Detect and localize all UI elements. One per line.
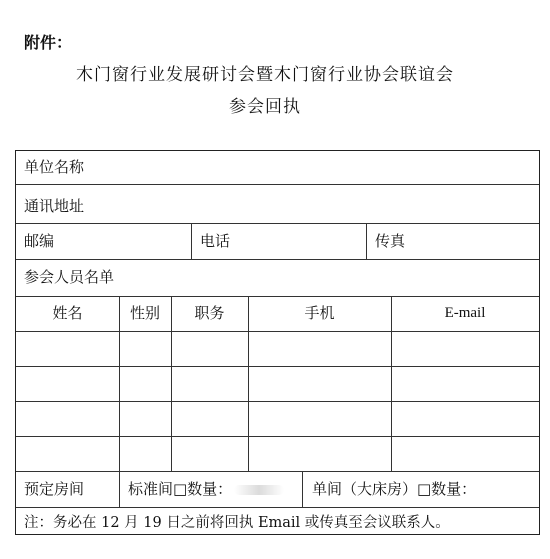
- column-header-name: 姓名: [52, 304, 83, 322]
- single-room-label: 单间（大床房）□数量：: [312, 480, 477, 498]
- table-row[interactable]: [16, 366, 539, 401]
- column-header-position: 职务: [194, 304, 225, 322]
- unit-name-label: 单位名称: [24, 158, 85, 176]
- submission-note: 注：务必在 12 月 19 日之前将回执 Email 或传真至会议联系人。: [24, 515, 450, 531]
- standard-room-label: 标准间□数量：: [128, 480, 233, 498]
- document-title-line2: 参会回执: [229, 97, 301, 117]
- attendees-label: 参会人员名单: [24, 268, 115, 286]
- postcode-label: 邮编: [24, 232, 55, 250]
- phone-label: 电话: [200, 232, 231, 250]
- column-header-gender: 性别: [129, 304, 160, 322]
- document-title-line1: 木门窗行业发展研讨会暨木门窗行业协会联谊会: [76, 65, 454, 85]
- address-label: 通讯地址: [24, 197, 85, 215]
- column-header-mobile: 手机: [304, 304, 335, 322]
- fax-label: 传真: [375, 232, 406, 250]
- scan-smudge: [234, 485, 284, 495]
- attachment-label: 附件：: [24, 33, 73, 52]
- table-row[interactable]: [16, 401, 539, 436]
- registration-form: [15, 150, 540, 535]
- table-row[interactable]: [16, 331, 539, 366]
- room-booking-label: 预定房间: [24, 480, 85, 498]
- table-row[interactable]: [16, 436, 539, 471]
- column-header-email: E-mail: [444, 305, 486, 321]
